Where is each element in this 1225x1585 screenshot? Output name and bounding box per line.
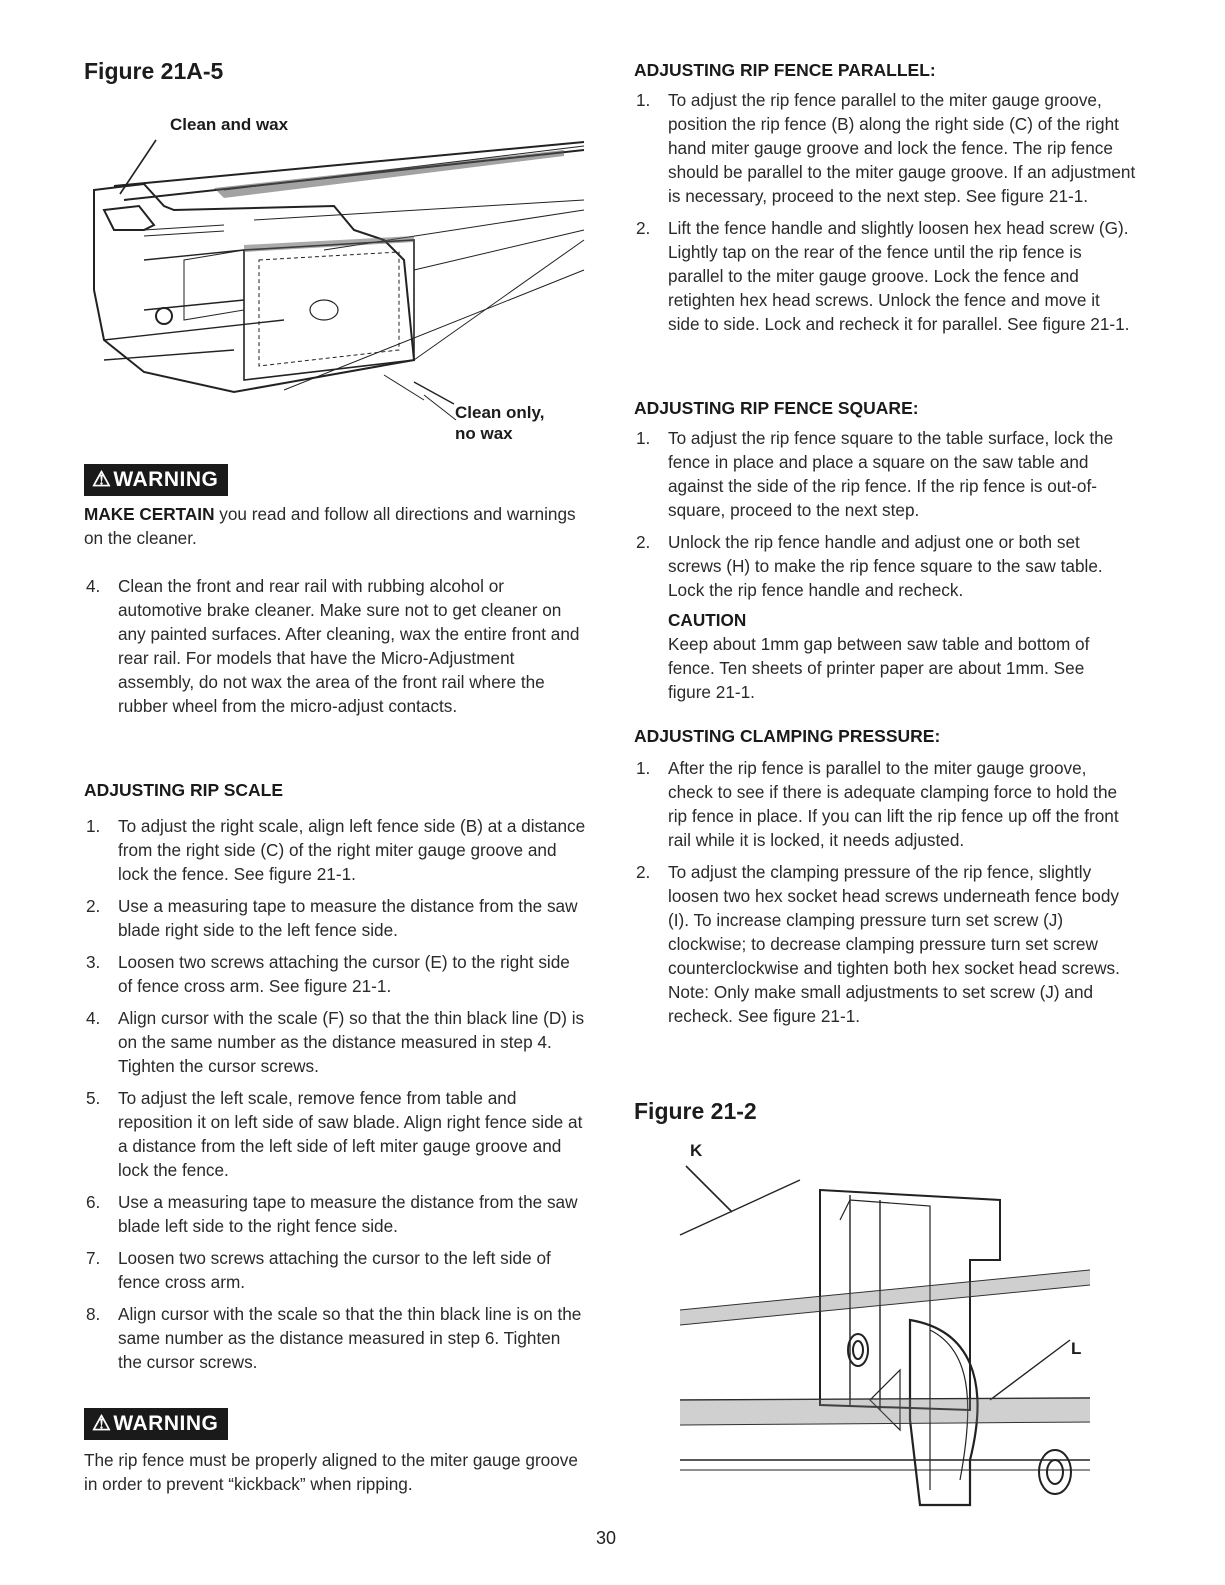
list-item (636, 756, 1136, 852)
rip-scale-steps (86, 814, 586, 1382)
fence-clamp-illustration (670, 1160, 1110, 1520)
parallel-steps (636, 88, 1136, 344)
step-text: To adjust the right scale, align left fence side (B) at a distance from the right side (C) of the right miter gauge groove and lock the fence. See figure 21-1. (118, 816, 586, 884)
step-text: Clean the front and rear rail with rubbing alcohol or automotive brake cleaner. Make sure not to get cleaner on any painted surfaces. After cleaning, wax the entire front and rear rail. For models that have the Micro-Adjustment assembly, do not wax the area of the front rail where the rubber wheel from the micro-adjust contacts. (118, 576, 580, 716)
caution-heading: CAUTION (668, 610, 747, 630)
parallel-heading: ADJUSTING RIP FENCE PARALLEL: (634, 60, 936, 80)
step-number: 2. (86, 896, 101, 916)
list-item (86, 1190, 586, 1238)
square-heading: ADJUSTING RIP FENCE SQUARE: (634, 398, 919, 418)
clamping-steps (636, 756, 1136, 1036)
warning-triangle-icon: ⚠ (92, 1412, 112, 1435)
k-label: K (690, 1141, 703, 1160)
warning-banner-1 (84, 464, 228, 496)
step-number: 4. (86, 576, 101, 596)
warning-1-body: you read and follow all directions and warnings on the cleaner. (84, 504, 576, 548)
step-number: 4. (86, 1008, 101, 1028)
step-number: 6. (86, 1192, 101, 1212)
list-item (86, 1006, 586, 1078)
step-number: 1. (636, 758, 651, 778)
step-text: Lift the fence handle and slightly loosen hex head screw (G). Lightly tap on the rear of the fence until the rip fence is parallel to the miter gauge groove. Lock the fence and retighten hex head screws. Unlock the fence and move it side to side. Lock and recheck it for parallel. See figure 21-1. (668, 218, 1130, 334)
list-item (86, 1302, 586, 1374)
list-item (636, 860, 1136, 1028)
list-item (86, 814, 586, 886)
l-label: L (1071, 1339, 1082, 1358)
list-item (86, 1086, 586, 1182)
step-text: Loosen two screws attaching the cursor (E) to the right side of fence cross arm. See figure 21-1. (118, 952, 570, 996)
step-text: Align cursor with the scale (F) so that the thin black line (D) is on the same number as the distance measured in step 4. Tighten the cursor screws. (118, 1008, 585, 1076)
page-number: 30 (596, 1528, 617, 1548)
step-text: Use a measuring tape to measure the distance from the saw blade left side to the right fence side. (118, 1192, 578, 1236)
square-steps (636, 426, 1136, 610)
no-wax-label: no wax (455, 424, 513, 443)
warning-2-paragraph: The rip fence must be properly aligned to the miter gauge groove in order to prevent “kickback” when ripping. (84, 1450, 578, 1494)
step-text: Unlock the rip fence handle and adjust one or both set screws (H) to make the rip fence square to the saw table. Lock the rip fence handle and recheck. (668, 532, 1103, 600)
list-item (86, 894, 586, 942)
clamping-heading: ADJUSTING CLAMPING PRESSURE: (634, 726, 941, 746)
caution-text: Keep about 1mm gap between saw table and bottom of fence. Ten sheets of printer paper are about 1mm. See figure 21-1. (668, 634, 1090, 702)
caution-block (668, 606, 1128, 704)
step-number: 7. (86, 1248, 101, 1268)
adjusting-rip-scale-heading: ADJUSTING RIP SCALE (84, 780, 284, 800)
step-text: To adjust the rip fence square to the table surface, lock the fence in place and place a square on the saw table and against the side of the rip fence. If the rip fence is out-of-square, proceed to the next step. (668, 428, 1114, 520)
list-item (636, 216, 1136, 336)
step-4-list (86, 574, 586, 726)
step-number: 2. (636, 862, 651, 882)
warning-1-paragraph (84, 502, 584, 550)
step-text: After the rip fence is parallel to the miter gauge groove, check to see if there is adequate clamping force to hold the rip fence in place. If you can lift the rip fence up off the front rail while it is locked, it needs adjusted. (668, 758, 1119, 850)
list-item (636, 530, 1136, 602)
list-item (86, 574, 586, 718)
step-text: Use a measuring tape to measure the distance from the saw blade right side to the left fence side. (118, 896, 578, 940)
figure-21a5-title: Figure 21A-5 (84, 58, 224, 84)
step-number: 8. (86, 1304, 101, 1324)
clean-and-wax-label: Clean and wax (170, 115, 289, 134)
rail-cross-section-illustration (84, 110, 604, 430)
step-number: 2. (636, 218, 651, 238)
list-item (86, 1246, 586, 1294)
step-number: 2. (636, 532, 651, 552)
step-text: Loosen two screws attaching the cursor to the left side of fence cross arm. (118, 1248, 551, 1292)
step-number: 1. (86, 816, 101, 836)
step-text: To adjust the left scale, remove fence from table and reposition it on left side of saw blade. Align right fence side at a distance from the left side of left miter gauge groove and lock the fence. (118, 1088, 583, 1180)
warning-banner-2-text: WARNING (113, 1412, 219, 1435)
warning-banner-1-text: WARNING (113, 468, 219, 491)
warning-banner-2 (84, 1408, 228, 1440)
clean-only-label: Clean only, (455, 403, 545, 422)
step-text: Align cursor with the scale so that the thin black line is on the same number as the distance measured in step 6. Tighten the cursor screws. (118, 1304, 582, 1372)
step-number: 3. (86, 952, 101, 972)
step-number: 1. (636, 90, 651, 110)
step-text: To adjust the rip fence parallel to the miter gauge groove, position the rip fence (B) along the right side (C) of the right hand miter gauge groove and lock the fence. The rip fence should be parallel to the miter gauge groove. If an adjustment is necessary, proceed to the next step. See figure 21-1. (668, 90, 1136, 206)
make-certain-text: MAKE CERTAIN (84, 504, 215, 524)
list-item (636, 426, 1136, 522)
step-text: To adjust the clamping pressure of the rip fence, slightly loosen two hex socket head screws underneath fence body (I). To increase clamping pressure turn set screw (J) clockwise; to decrease clamping pressure turn set screw counterclockwise and tighten both hex socket head screws. Note: Only make small adjustments to set screw (J) and recheck. See figure 21-1. (668, 862, 1120, 1026)
list-item (636, 88, 1136, 208)
warning-triangle-icon: ⚠ (92, 468, 112, 491)
step-number: 1. (636, 428, 651, 448)
list-item (86, 950, 586, 998)
figure-21-2-title: Figure 21-2 (634, 1098, 757, 1124)
step-number: 5. (86, 1088, 101, 1108)
